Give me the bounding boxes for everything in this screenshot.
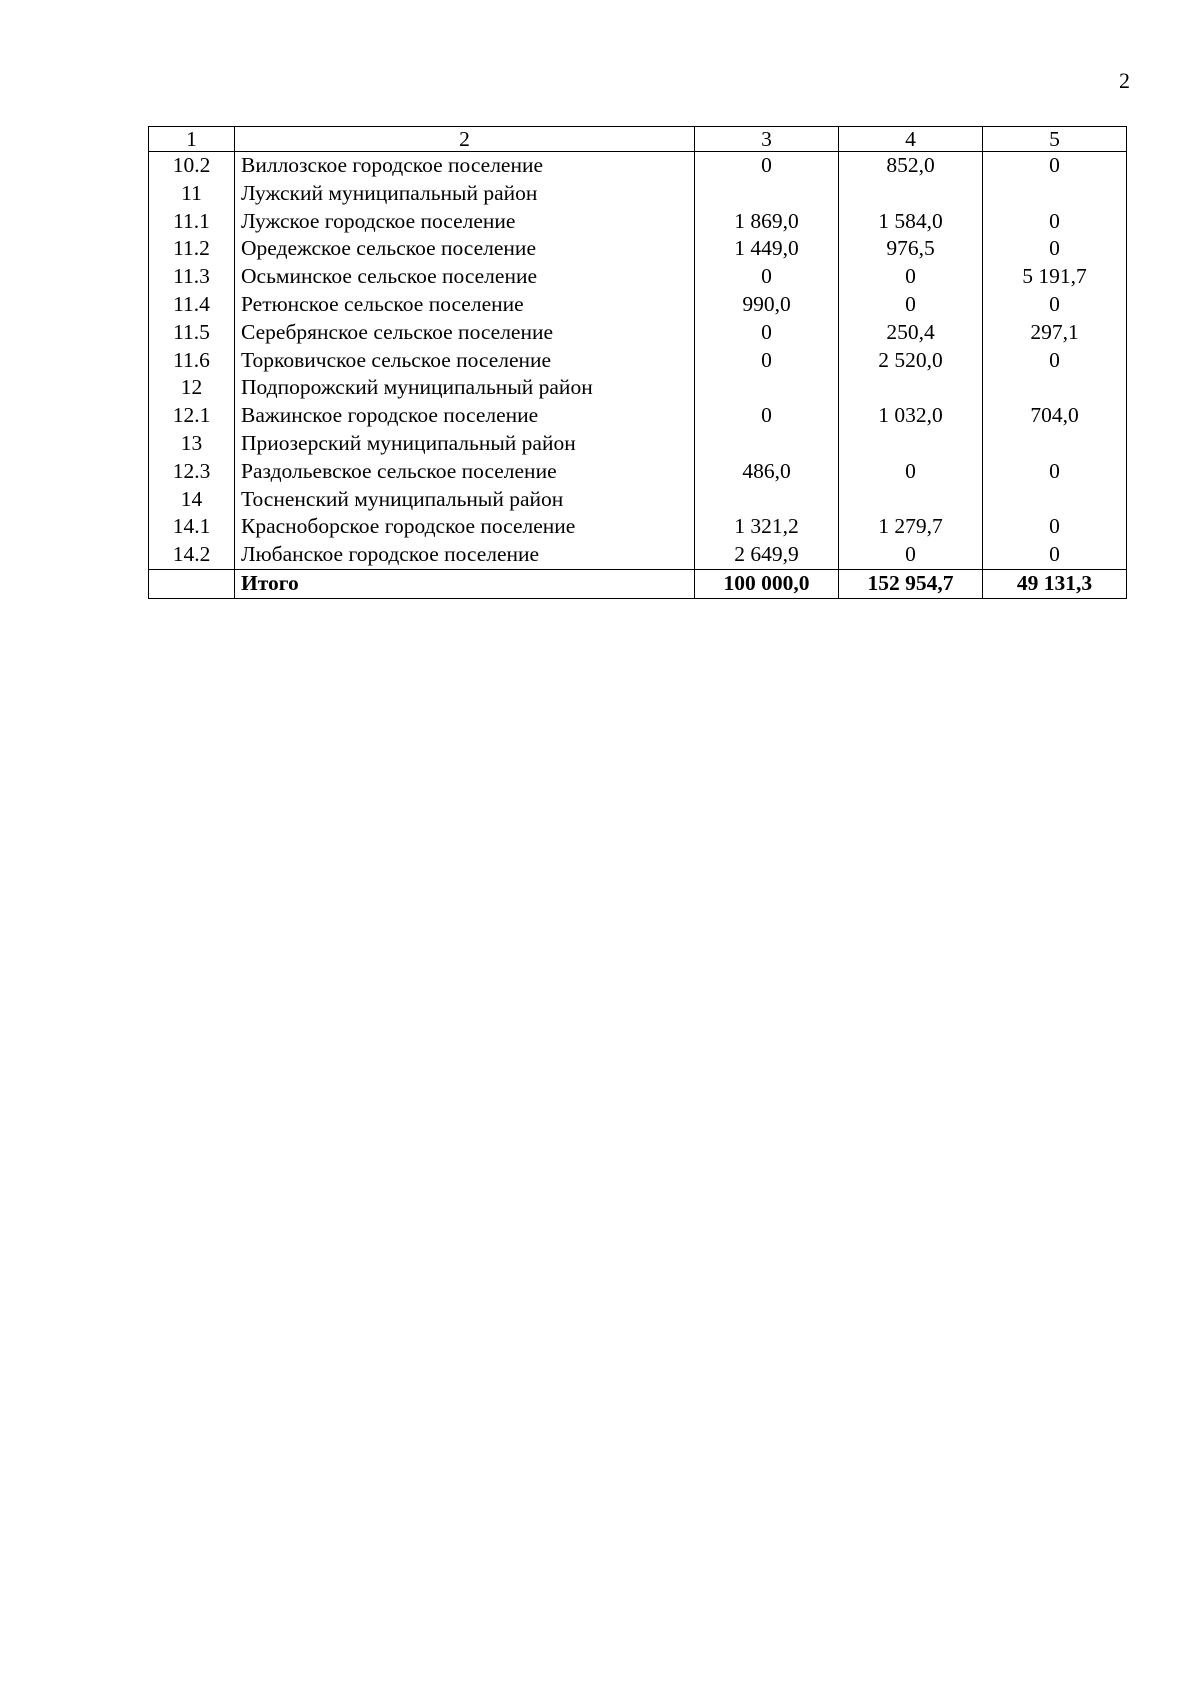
page-number: 2 <box>1119 68 1130 93</box>
table-row <box>149 152 1127 180</box>
column-3-value-cell <box>695 180 839 208</box>
settlement-name-cell: Ретюнское сельское поселение <box>235 291 695 319</box>
column-3-value-cell: 1 869,0 <box>695 208 839 236</box>
column-header-5: 5 <box>983 127 1127 152</box>
settlement-name-cell: Лужский муниципальный район <box>235 180 695 208</box>
row-number-cell: 13 <box>149 430 235 458</box>
column-5-value-cell: 0 <box>983 291 1127 319</box>
column-5-value-cell: 0 <box>983 513 1127 541</box>
settlement-name-cell: Оредежское сельское поселение <box>235 235 695 263</box>
column-4-value-cell: 1 584,0 <box>839 208 983 236</box>
column-4-value-cell: 2 520,0 <box>839 347 983 375</box>
row-number-cell: 11.1 <box>149 208 235 236</box>
column-4-value-cell: 0 <box>839 263 983 291</box>
column-4-value-cell: 0 <box>839 458 983 486</box>
column-3-value-cell <box>695 430 839 458</box>
column-5-value-cell: 0 <box>983 458 1127 486</box>
table-row <box>149 374 1127 402</box>
column-3-value-cell: 2 649,9 <box>695 541 839 569</box>
column-4-value-cell: 250,4 <box>839 319 983 347</box>
column-3-value-cell: 0 <box>695 319 839 347</box>
column-5-value-cell <box>983 486 1127 514</box>
table-row <box>149 402 1127 430</box>
column-5-value-cell: 0 <box>983 152 1127 180</box>
column-4-value-cell <box>839 486 983 514</box>
column-3-value-cell: 0 <box>695 263 839 291</box>
column-3-value-cell <box>695 374 839 402</box>
settlement-name-cell: Торковичское сельское поселение <box>235 347 695 375</box>
row-number-cell: 11 <box>149 180 235 208</box>
row-number-cell: 12.1 <box>149 402 235 430</box>
settlement-name-cell: Виллозское городское поселение <box>235 152 695 180</box>
table-row <box>149 263 1127 291</box>
table-row <box>149 208 1127 236</box>
column-4-value-cell: 1 279,7 <box>839 513 983 541</box>
table-row <box>149 430 1127 458</box>
column-5-value-cell: 0 <box>983 235 1127 263</box>
column-5-value-cell: 297,1 <box>983 319 1127 347</box>
table-header-row <box>149 127 1127 152</box>
column-3-value-cell: 1 449,0 <box>695 235 839 263</box>
settlement-name-cell: Красноборское городское поселение <box>235 513 695 541</box>
column-5-value-cell <box>983 374 1127 402</box>
column-5-value-cell <box>983 430 1127 458</box>
table-row <box>149 319 1127 347</box>
settlement-name-cell: Тосненский муниципальный район <box>235 486 695 514</box>
table-body <box>149 127 1127 599</box>
table-row <box>149 458 1127 486</box>
row-number-cell: 12 <box>149 374 235 402</box>
column-5-value-cell: 5 191,7 <box>983 263 1127 291</box>
column-4-value-cell: 852,0 <box>839 152 983 180</box>
column-4-value-cell <box>839 430 983 458</box>
column-3-value-cell: 0 <box>695 347 839 375</box>
total-column-5-value-cell: 49 131,3 <box>983 569 1127 598</box>
column-5-value-cell: 704,0 <box>983 402 1127 430</box>
row-number-cell: 10.2 <box>149 152 235 180</box>
column-4-value-cell <box>839 180 983 208</box>
row-number-cell: 11.5 <box>149 319 235 347</box>
settlement-name-cell: Осьминское сельское поселение <box>235 263 695 291</box>
column-5-value-cell <box>983 180 1127 208</box>
settlement-name-cell: Подпорожский муниципальный район <box>235 374 695 402</box>
column-header-2: 2 <box>235 127 695 152</box>
column-4-value-cell <box>839 374 983 402</box>
column-4-value-cell: 1 032,0 <box>839 402 983 430</box>
column-5-value-cell: 0 <box>983 208 1127 236</box>
total-column-4-value-cell: 152 954,7 <box>839 569 983 598</box>
column-header-4: 4 <box>839 127 983 152</box>
column-5-value-cell: 0 <box>983 347 1127 375</box>
row-number-cell: 11.6 <box>149 347 235 375</box>
column-4-value-cell: 976,5 <box>839 235 983 263</box>
table-row <box>149 513 1127 541</box>
column-3-value-cell: 1 321,2 <box>695 513 839 541</box>
column-5-value-cell: 0 <box>983 541 1127 569</box>
row-number-cell: 12.3 <box>149 458 235 486</box>
row-number-cell: 11.2 <box>149 235 235 263</box>
settlement-name-cell: Важинское городское поселение <box>235 402 695 430</box>
total-row <box>149 569 1127 598</box>
total-column-3-value-cell: 100 000,0 <box>695 569 839 598</box>
column-4-value-cell: 0 <box>839 291 983 319</box>
row-number-cell: 14.1 <box>149 513 235 541</box>
row-number-cell: 14 <box>149 486 235 514</box>
table-row <box>149 291 1127 319</box>
settlement-name-cell: Серебрянское сельское поселение <box>235 319 695 347</box>
table-row <box>149 486 1127 514</box>
table-row <box>149 347 1127 375</box>
table-row <box>149 541 1127 569</box>
row-number-cell: 11.4 <box>149 291 235 319</box>
column-3-value-cell: 990,0 <box>695 291 839 319</box>
allocation-table <box>148 126 1127 599</box>
table-row <box>149 180 1127 208</box>
column-3-value-cell: 0 <box>695 402 839 430</box>
settlement-name-cell: Любанское городское поселение <box>235 541 695 569</box>
settlement-name-cell: Раздольевское сельское поселение <box>235 458 695 486</box>
total-row-number-cell <box>149 569 235 598</box>
column-header-1: 1 <box>149 127 235 152</box>
column-4-value-cell: 0 <box>839 541 983 569</box>
total-settlement-name-cell: Итого <box>235 569 695 598</box>
column-3-value-cell <box>695 486 839 514</box>
settlement-name-cell: Лужское городское поселение <box>235 208 695 236</box>
row-number-cell: 14.2 <box>149 541 235 569</box>
column-header-3: 3 <box>695 127 839 152</box>
table-row <box>149 235 1127 263</box>
settlement-name-cell: Приозерский муниципальный район <box>235 430 695 458</box>
row-number-cell: 11.3 <box>149 263 235 291</box>
column-3-value-cell: 0 <box>695 152 839 180</box>
column-3-value-cell: 486,0 <box>695 458 839 486</box>
